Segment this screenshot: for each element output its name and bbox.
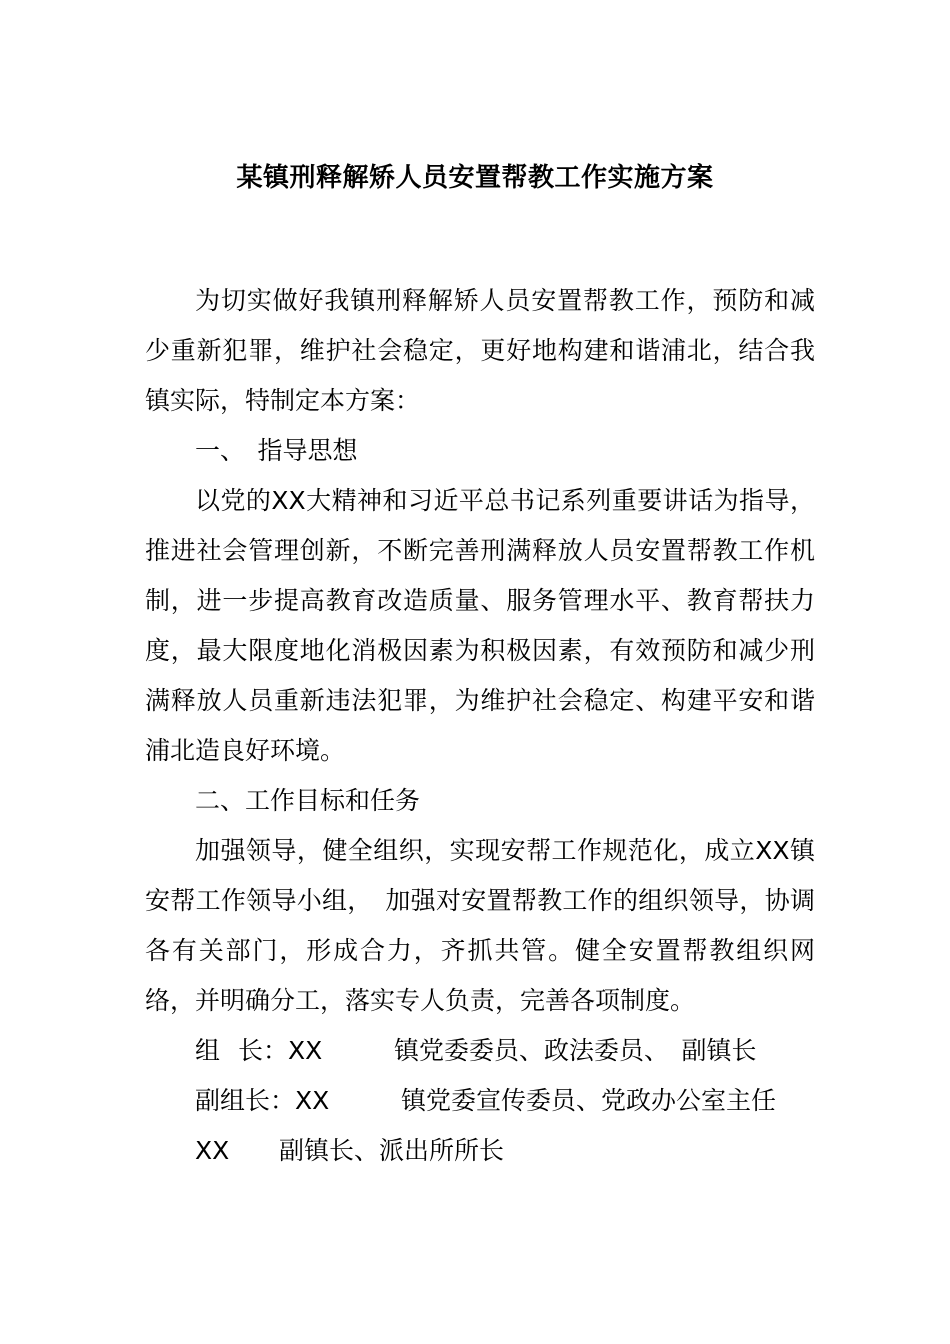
section-heading-goals-tasks: 二、工作目标和任务: [195, 786, 421, 815]
member-name: XX: [295, 1086, 330, 1115]
section-heading-guiding-ideology: 一、 指导思想: [195, 436, 358, 465]
member-label: 副组长：: [195, 1086, 296, 1115]
member-role: 副镇长、派出所所长: [279, 1136, 505, 1165]
member-row-deputy-leader: [145, 1076, 815, 1126]
member-name: XX: [288, 1036, 323, 1065]
member-role: 镇党委宣传委员、党政办公室主任: [401, 1086, 777, 1115]
document-title: 某镇刑释解矫人员安置帮教工作实施方案: [236, 163, 714, 193]
guiding-ideology-paragraph: 以党的XX大精神和习近平总书记系列重要讲话为指导，推进社会管理创新，不断完善刑满释放人员安置帮教工作机制，进一步提高教育改造质量、服务管理水平、教育帮扶力度，最大限度地化消极因素为积极因素，有效预防和减少刑满释放人员重新违法犯罪，为维护社会稳定、构建平安和谐浦北造良好环境。: [145, 486, 815, 765]
member-row-deputy-2: [145, 1126, 815, 1176]
document-body: [145, 276, 815, 1176]
intro-paragraph: 为切实做好我镇刑释解矫人员安置帮教工作，预防和减少重新犯罪，维护社会稳定，更好地构建和谐浦北，结合我镇实际，特制定本方案：: [145, 286, 815, 415]
member-label: 组 长：: [195, 1036, 289, 1065]
member-role: 镇党委委员、政法委员、 副镇长: [394, 1036, 757, 1065]
goals-tasks-paragraph: 加强领导，健全组织，实现安帮工作规范化，成立XX镇安帮工作领导小组， 加强对安置帮教工作的组织领导，协调各有关部门，形成合力，齐抓共管。健全安置帮教组织网络，并明确分工，落实专人负责，完善各项制度。: [145, 836, 815, 1015]
member-row-leader: [145, 1026, 815, 1076]
member-name: XX: [195, 1136, 230, 1165]
